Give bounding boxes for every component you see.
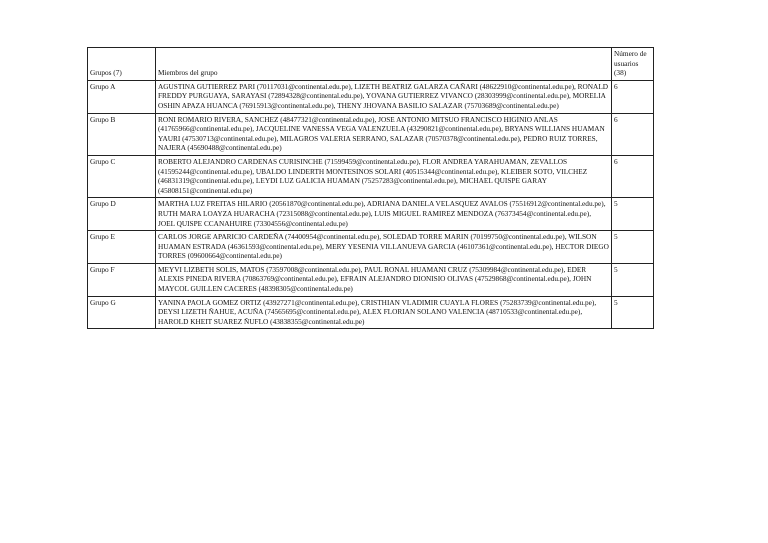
group-members: MARTHA LUZ FREITAS HILARIO (20561870@continental.edu.pe), ADRIANA DANIELA VELASQUEZ AVALOS (75516912@continental.edu.pe), RUTH MARA LOAYZA HUARACHA (72315088@continental.edu.pe), LUIS MIGUEL RAMIREZ MENDOZA (76373454@continental.edu.pe), JOEL QUISPE CCANAHUIRE (73304556@continental.edu.pe) [156, 198, 612, 231]
header-groups: Grupos (7) [88, 48, 156, 81]
table-header-row [88, 48, 654, 81]
group-name: Grupo C [88, 155, 156, 197]
group-user-count: 6 [612, 80, 654, 113]
groups-table [87, 47, 654, 329]
group-members: ROBERTO ALEJANDRO CARDENAS CURISINCHE (71599459@continental.edu.pe), FLOR ANDREA YARAHUAMAN, ZEVALLOS (41595244@continental.edu.pe), UBALDO LINDERTH MONTESINOS SOLARI (40515344@continental.edu.pe), KLEIBER SOTO, VILCHEZ (46831319@continental.edu.pe), LEYDI LUZ GALICIA HUAMAN (75257283@continental.edu.pe), MICHAEL QUISPE GARAY (45808151@continental.edu.pe) [156, 155, 612, 197]
group-name: Grupo F [88, 263, 156, 296]
group-user-count: 6 [612, 155, 654, 197]
table-row [88, 263, 654, 296]
group-name: Grupo G [88, 296, 156, 329]
table-row [88, 296, 654, 329]
table-row [88, 80, 654, 113]
group-members: CARLOS JORGE APARICIO CARDEÑA (74400954@continental.edu.pe), SOLEDAD TORRE MARIN (70199750@continental.edu.pe), WILSON HUAMAN ESTRADA (46361593@continental.edu.pe), MERY YESENIA VILLANUEVA GARCIA (46107361@continental.edu.pe), HECTOR DIEGO TORRES (09600664@continental.edu.pe) [156, 231, 612, 264]
header-user-count: Número de usuarios (38) [612, 48, 654, 81]
group-name: Grupo B [88, 113, 156, 155]
group-user-count: 5 [612, 263, 654, 296]
group-user-count: 5 [612, 296, 654, 329]
group-members: YANINA PAOLA GOMEZ ORTIZ (43927271@continental.edu.pe), CRISTHIAN VLADIMIR CUAYLA FLORES (75283739@continental.edu.pe), DEYSI LIZETH ÑAHUE, ACUÑA (74565695@continental.edu.pe), ALEX FLORIAN SOLANO VALENCIA (48710533@continental.edu.pe), HAROLD KHEIT SUAREZ ÑUFLO (43838355@continental.edu.pe) [156, 296, 612, 329]
table-row [88, 155, 654, 197]
group-user-count: 6 [612, 113, 654, 155]
group-members: RONI ROMARIO RIVERA, SANCHEZ (48477321@continental.edu.pe), JOSE ANTONIO MITSUO FRANCISCO HIGINIO ANLAS (41765966@continental.edu.pe), JACQUELINE VANESSA VEGA VALENZUELA (43290821@continental.edu.pe), BRYANS WILLIANS HUAMAN YAURI (47530713@continental.edu.pe), MILAGROS VALERIA SERRANO, SALAZAR (70570378@continental.edu.pe), PEDRO RUIZ TORRES, NAJERA (45690488@continental.edu.pe) [156, 113, 612, 155]
table-row [88, 113, 654, 155]
group-user-count: 5 [612, 198, 654, 231]
group-members: AGUSTINA GUTIERREZ PARI (70117031@continental.edu.pe), LIZETH BEATRIZ GALARZA CAÑARI (48622910@continental.edu.pe), RONALD FREDDY PURGUAYA, SARAYASI (72894328@continental.edu.pe), YOVANA GUTIERREZ VIVANCO (28303999@continental.edu.pe), MORELIA OSHIN APAZA HUANCA (76915913@continental.edu.pe), THENY JHOVANA BASILIO SALAZAR (75703689@continental.edu.pe) [156, 80, 612, 113]
group-members: MEYVI LIZBETH SOLIS, MATOS (73597008@continental.edu.pe), PAUL RONAL HUAMANI CRUZ (75309984@continental.edu.pe), EDER ALEXIS PINEDA RIVERA (70863769@continental.edu.pe), EFRAIN ALEJANDRO DIONISIO OLIVAS (47529868@continental.edu.pe), JOHN MAYCOL GUILLEN CACERES (48398305@continental.edu.pe) [156, 263, 612, 296]
group-user-count: 5 [612, 231, 654, 264]
header-members: Miembros del grupo [156, 48, 612, 81]
group-name: Grupo E [88, 231, 156, 264]
table-row [88, 231, 654, 264]
group-name: Grupo A [88, 80, 156, 113]
group-name: Grupo D [88, 198, 156, 231]
table-row [88, 198, 654, 231]
